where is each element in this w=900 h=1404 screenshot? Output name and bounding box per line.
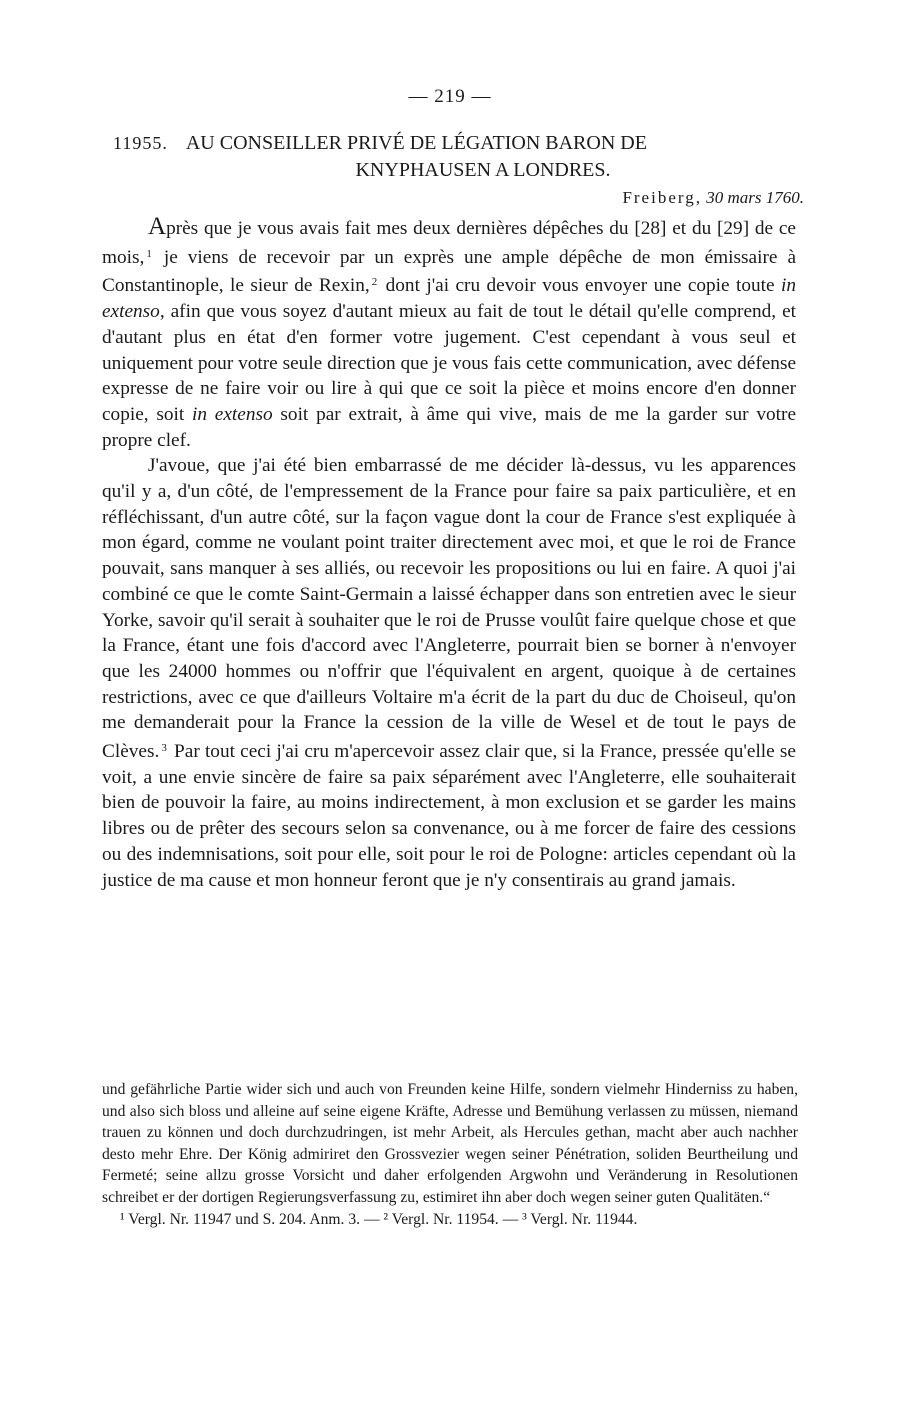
dateline <box>622 188 804 208</box>
paragraph-2-text-1: J'avoue, que j'ai été bien embarrassé de me décider là-dessus, vu les apparences qu'il y a, d'un côté, de l'empressement de la France pour faire sa paix particulière, et en réfléchissant, d'un autre côté, sur la façon vague dont la cour de France s'est expliquée à mon égard, comme ne voulant point traiter directement avec moi, et que le roi de France pouvait, sans manquer à ses alliés, ou recevoir les propositions ou lui en faire. A quoi j'ai combiné ce que le comte Saint-Germain a laissé échapper dans son entretien avec le sieur Yorke, savoir qu'il serait à souhaiter que le roi de Prusse voulût faire quelque chose et que la France, étant une fois d'accord avec l'Angleterre, pourrait bien se borner à n'envoyer que les 24000 hommes ou n'offrir que l'équivalent en argent, quoique à de certaines restrictions, avec ce que d'ailleurs Voltaire m'a écrit de la part du duc de Choiseul, qu'on me demanderait pour la France la cession de la ville de Wesel et de tout le pays de Clèves. <box>102 455 796 763</box>
heading-line-1 <box>113 130 803 157</box>
paragraph-2-text-2: Par tout ceci j'ai cru m'apercevoir assez clair que, si la France, pressée qu'elle se voit, a une envie sincère de faire sa paix séparément avec l'Angleterre, elle souhaiterait bien de pouvoir la faire, au moins indirectement, à mon exclusion et se garder les mains libres ou de prêter des secours selon sa convenance, ou à me forcer de faire des cessions ou des indemnisations, soit pour elle, soit pour le roi de Pologne: articles cependant où la justice de ma cause et mon honneur feront que je n'y consentirais au grand jamais. <box>102 741 796 891</box>
dropcap-letter: A <box>148 213 167 240</box>
paragraph-1-text-3: dont j'ai cru devoir vous envoyer une copie toute <box>385 275 775 297</box>
footnote-continuation: und gefährliche Partie wider sich und auch von Freunden keine Hilfe, sondern vielmehr Hinderniss zu haben, und also sich bloss und alleine auf seine eigene Kräfte, Adresse und Bemühung verlassen zu müssen, niemand trauen zu können und doch durchzudringen, ist mehr Arbeit, als Hercules gethan, macht aber auch nachher desto mehr Ehre. Der König admiriret den Grossvezier wegen seiner Pénétration, soliden Beurtheilung und Fermeté; seine allzu grosse Vorsicht und daher erfolgenden Argwohn und Veränderung in Resolutionen schreibet er der dortigen Regierungsverfassung zu, estimiret ihn aber doch wegen seiner guten Qualitäten.“ <box>102 1081 798 1206</box>
dateline-date: 30 mars 1760. <box>706 188 804 207</box>
letter-number: 11955. <box>113 133 168 153</box>
footnote-ref-3: 3 <box>161 742 167 755</box>
letter-heading <box>113 130 803 184</box>
heading-title-line-1: AU CONSEILLER PRIVÉ DE LÉGATION BARON DE <box>185 132 647 154</box>
paragraph-1-text-4: , afin que vous soyez d'autant mieux au fait de tout le détail qu'elle comprend, et d'autant plus en état d'en former votre jugement. C'est cependant à vous seul et uniquement pour votre seule direction que je vous fais cette communication, avec défense expresse de ne faire voir ou lire à qui que ce soit la pièce et moins encore d'en donner copie, soit <box>102 301 796 425</box>
paragraph-1-italic-1: in extenso <box>102 275 796 323</box>
paragraph-2 <box>102 453 796 893</box>
dateline-place: Freiberg, <box>622 188 702 207</box>
paragraph-1-italic-2: in extenso <box>192 403 273 425</box>
letter-body <box>102 214 796 893</box>
footnotes <box>102 1079 798 1230</box>
paragraph-1-text-5: soit par extrait, à âme qui vive, mais de me la garder sur votre propre clef. <box>102 403 796 451</box>
footnote-ref-2: 2 <box>371 276 378 289</box>
page-number: — 219 — <box>408 86 492 107</box>
paragraph-1 <box>102 214 796 453</box>
heading-title-line-2: KNYPHAUSEN A LONDRES. <box>355 159 611 181</box>
footnote-references: ¹ Vergl. Nr. 11947 und S. 204. Anm. 3. — ² Vergl. Nr. 11954. — ³ Vergl. Nr. 11944. <box>120 1210 638 1228</box>
paragraph-1-text-1: près que je vous avais fait mes deux dernières dépêches du [28] et du [29] de ce mois, <box>102 218 796 268</box>
paragraph-1-text-2: je viens de recevoir par un exprès une ample dépêche de mon émissaire à Constantinople, le sieur de Rexin, <box>102 246 796 297</box>
footnote-ref-1: 1 <box>146 247 152 260</box>
